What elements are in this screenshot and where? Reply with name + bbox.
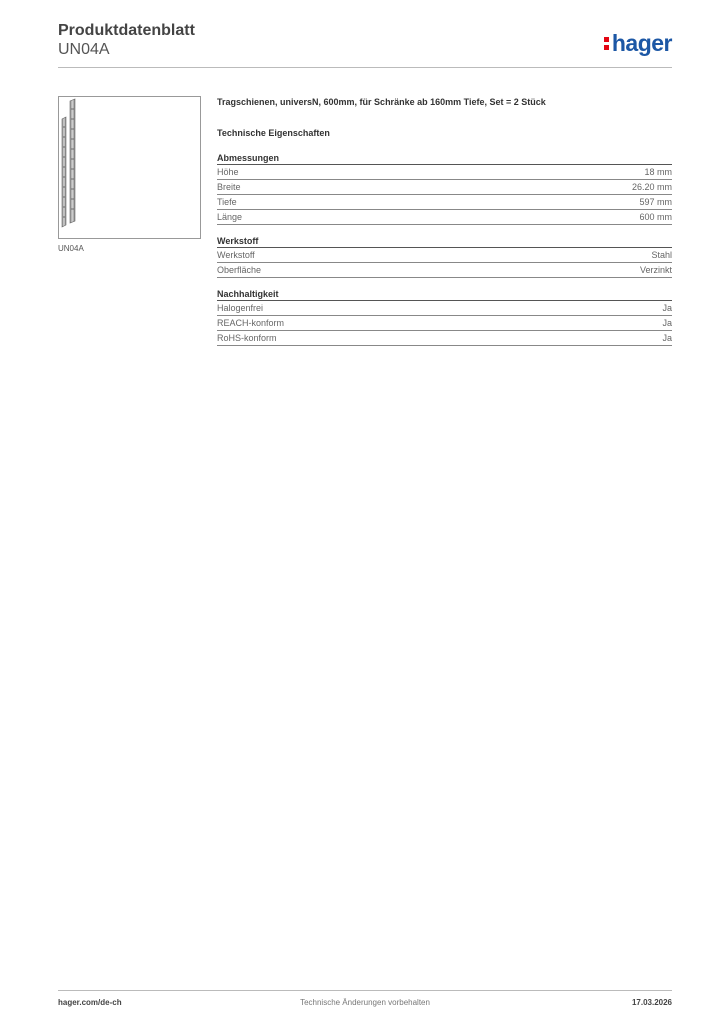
property-value: Ja: [662, 333, 672, 343]
product-image: [58, 96, 201, 239]
footer-notice: Technische Änderungen vorbehalten: [300, 998, 430, 1007]
property-group-abmessungen: [217, 152, 672, 225]
page-header: [58, 20, 672, 68]
footer-date: 17.03.2026: [631, 998, 672, 1007]
group-title: Abmessungen: [217, 152, 672, 165]
property-row: [217, 165, 672, 180]
section-title: Technische Eigenschaften: [217, 128, 330, 138]
mounting-rail-image: [59, 97, 200, 238]
product-code: UN04A: [58, 41, 110, 58]
footer-website-link[interactable]: hager.com/de-ch: [58, 998, 122, 1007]
property-label: Höhe: [217, 167, 239, 177]
property-row: [217, 263, 672, 278]
group-title: Werkstoff: [217, 235, 672, 248]
product-details: [217, 96, 672, 346]
property-row: [217, 301, 672, 316]
property-row: [217, 210, 672, 225]
property-label: Werkstoff: [217, 250, 255, 260]
property-label: REACH-konform: [217, 318, 285, 328]
footer-divider: [58, 990, 672, 991]
logo-text: hager: [611, 30, 672, 56]
page-footer: [58, 998, 672, 1010]
property-row: [217, 180, 672, 195]
property-value: 18 mm: [644, 167, 672, 177]
property-value: 597 mm: [639, 197, 672, 207]
property-value: Verzinkt: [639, 265, 672, 275]
property-value: 26.20 mm: [631, 182, 672, 192]
property-value: Ja: [662, 303, 672, 313]
property-group-werkstoff: [217, 235, 672, 278]
document-title: Produktdatenblatt: [58, 22, 195, 39]
image-caption: UN04A: [58, 244, 84, 253]
group-title: Nachhaltigkeit: [217, 288, 672, 301]
property-label: Breite: [217, 182, 241, 192]
property-row: [217, 195, 672, 210]
property-group-nachhaltigkeit: [217, 288, 672, 346]
property-label: Tiefe: [217, 197, 237, 207]
property-value: 600 mm: [639, 212, 672, 222]
hager-logo: [604, 30, 672, 57]
property-row: [217, 331, 672, 346]
product-description: Tragschienen, universN, 600mm, für Schränke ab 160mm Tiefe, Set = 2 Stück: [217, 97, 546, 107]
property-label: Oberfläche: [217, 265, 262, 275]
property-value: Ja: [662, 318, 672, 328]
property-label: Länge: [217, 212, 243, 222]
property-value: Stahl: [651, 250, 672, 260]
header-divider: [58, 67, 672, 68]
property-label: Halogenfrei: [217, 303, 264, 313]
property-label: RoHS-konform: [217, 333, 277, 343]
logo-colon-icon: [604, 30, 609, 52]
property-row: [217, 248, 672, 263]
property-row: [217, 316, 672, 331]
